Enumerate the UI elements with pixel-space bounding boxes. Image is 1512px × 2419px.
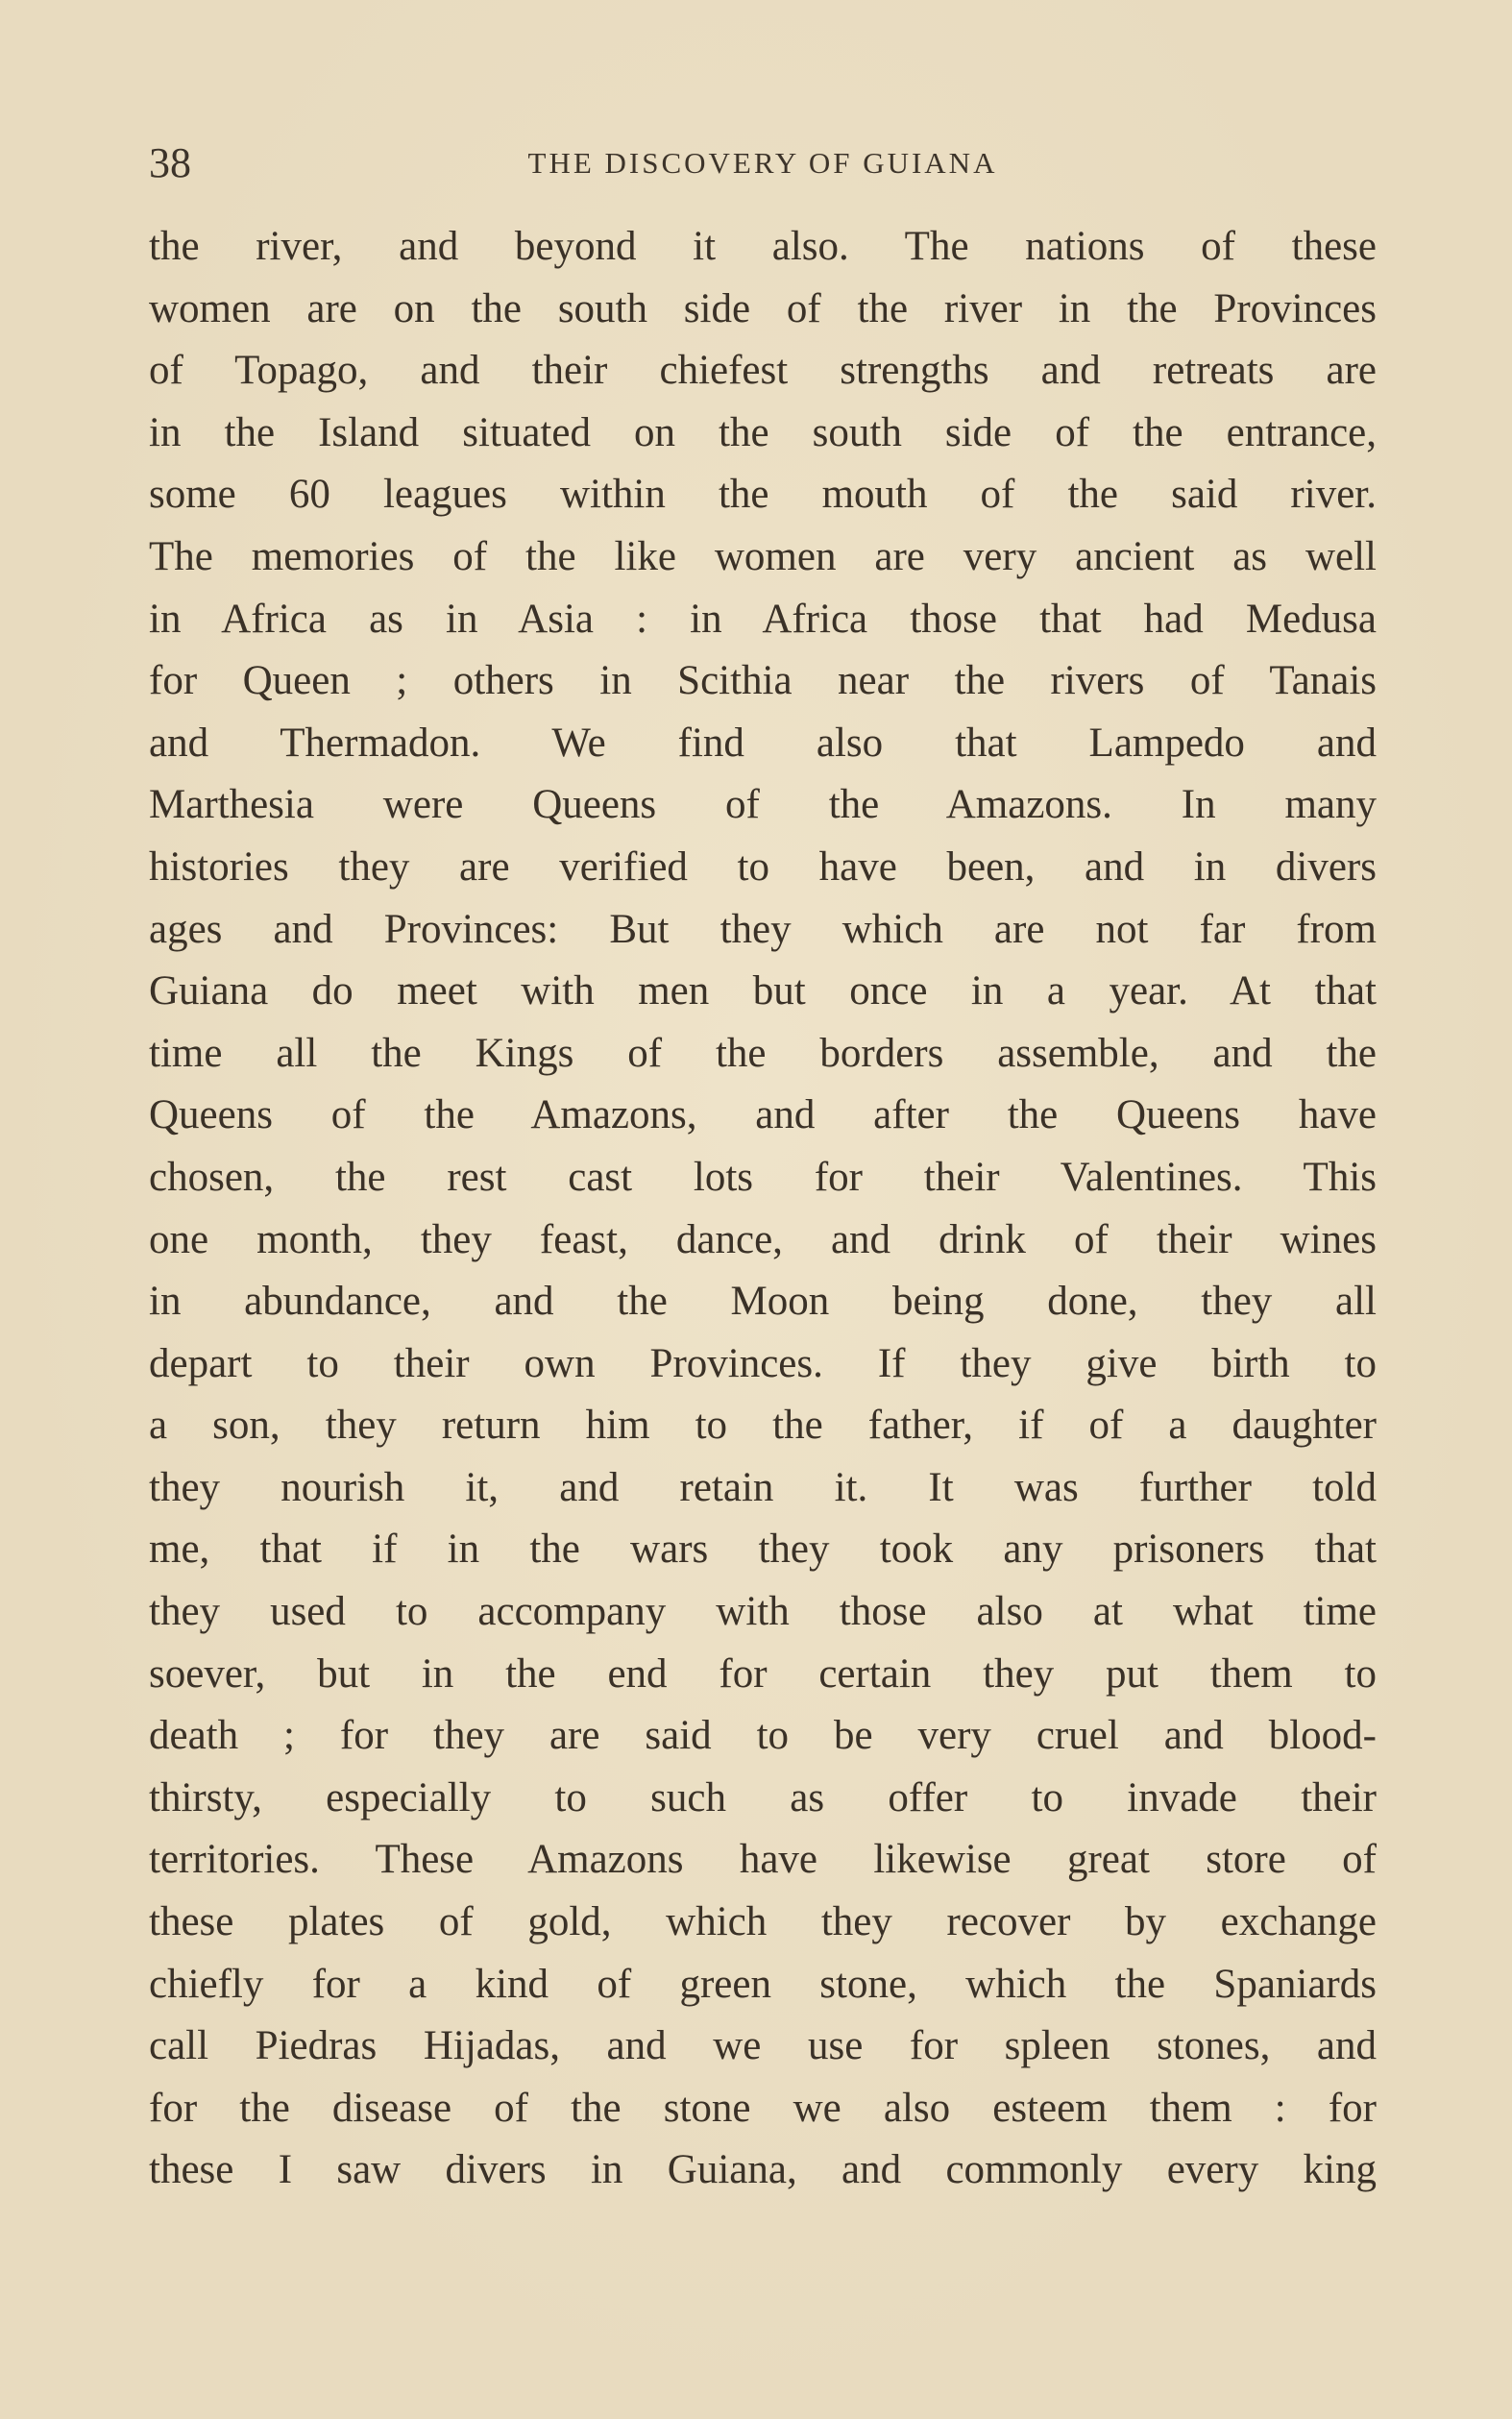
text-line: territories. These Amazons have likewise great store of [149,1837,1377,1883]
text-line: death ; for they are said to be very cruel and blood- [149,1713,1377,1759]
text-line: soever, but in the end for certain they put them to [149,1650,1377,1697]
text-line: these I saw divers in Guiana, and commonly every king [149,2147,1377,2193]
text-line: chosen, the rest cast lots for their Valentines. This [149,1154,1377,1200]
running-title: THE DISCOVERY OF GUIANA [527,146,998,180]
text-line: for the disease of the stone we also esteem them : for [149,2085,1377,2131]
text-line: some 60 leagues within the mouth of the said river. [149,472,1377,518]
text-line: of Topago, and their chiefest strengths and retreats are [149,348,1377,394]
page-number: 38 [149,139,191,186]
text-line: Marthesia were Queens of the Amazons. In many [149,782,1377,828]
text-line: in the Island situated on the south side of the entrance, [149,409,1377,455]
text-line: me, that if in the wars they took any prisoners that [149,1527,1377,1573]
text-line: for Queen ; others in Scithia near the rivers of Tanais [149,658,1377,704]
text-line: they used to accompany with those also at what time [149,1589,1377,1635]
text-line: Guiana do meet with men but once in a year. At that [149,968,1377,1014]
text-line: these plates of gold, which they recover by exchange [149,1899,1377,1945]
body-text [149,216,1377,2202]
text-line: call Piedras Hijadas, and we use for spleen stones, and [149,2023,1377,2069]
page-header [149,134,1377,192]
text-line: they nourish it, and retain it. It was further told [149,1464,1377,1510]
text-line: histories they are verified to have been, and in divers [149,843,1377,890]
text-line: and Thermadon. We find also that Lampedo and [149,720,1377,766]
text-line: in abundance, and the Moon being done, they all [149,1279,1377,1325]
text-line: The memories of the like women are very ancient as well [149,533,1377,579]
text-line: in Africa as in Asia : in Africa those that had Medusa [149,596,1377,642]
text-line: chiefly for a kind of green stone, which the Spaniards [149,1961,1377,2007]
text-line: one month, they feast, dance, and drink of their wines [149,1216,1377,1262]
text-line: Queens of the Amazons, and after the Queens have [149,1092,1377,1138]
text-line: time all the Kings of the borders assemble, and the [149,1030,1377,1076]
text-line: the river, and beyond it also. The nations of these [149,224,1377,269]
text-line: women are on the south side of the river in the Provinces [149,285,1377,331]
text-line: a son, they return him to the father, if of a daughter [149,1403,1377,1449]
text-line: ages and Provinces: But they which are not far from [149,906,1377,952]
text-line: thirsty, especially to such as offer to invade their [149,1774,1377,1820]
text-line: depart to their own Provinces. If they give birth to [149,1340,1377,1386]
